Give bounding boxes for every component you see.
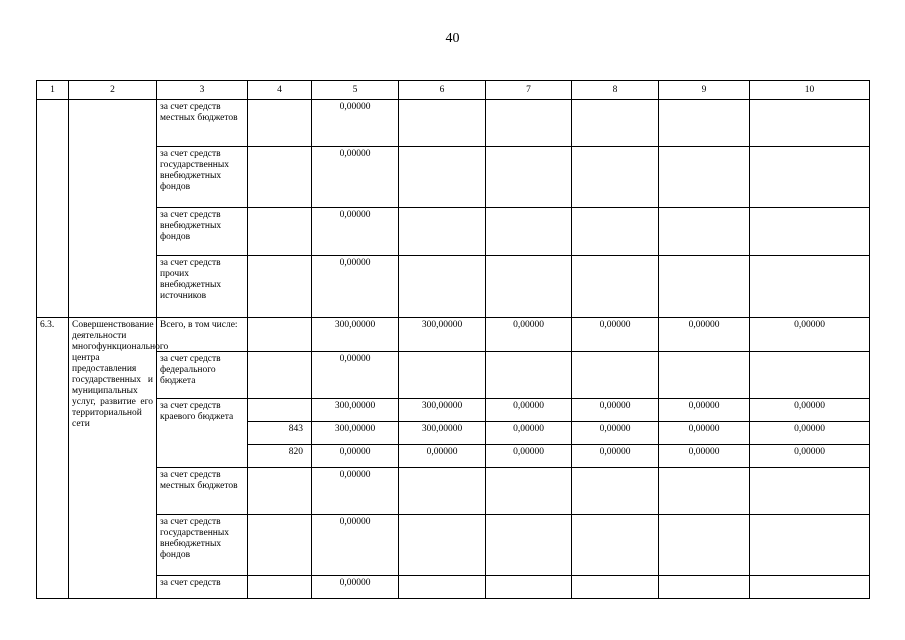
value-cell: 0,00000 <box>312 515 399 576</box>
continuation-number-cell <box>37 100 69 318</box>
code-cell <box>248 468 312 515</box>
header-cell: 7 <box>486 81 572 100</box>
value-cell: 0,00000 <box>659 445 750 468</box>
header-cell: 10 <box>750 81 870 100</box>
section-name: Совершенствование деятельности многофункционального центра предоставления государственных и муниципальных услуг, развитие его территориальной сети <box>69 318 157 599</box>
table-row <box>37 352 870 399</box>
value-cell: 0,00000 <box>659 422 750 445</box>
code-cell <box>248 208 312 256</box>
value-cell: 0,00000 <box>312 147 399 208</box>
value-cell: 0,00000 <box>572 422 659 445</box>
header-cell: 1 <box>37 81 69 100</box>
header-cell: 8 <box>572 81 659 100</box>
code-cell <box>248 576 312 599</box>
header-cell: 4 <box>248 81 312 100</box>
value-cell: 0,00000 <box>659 399 750 422</box>
header-cell: 5 <box>312 81 399 100</box>
header-row <box>37 81 870 100</box>
header-cell: 6 <box>399 81 486 100</box>
funding-source: за счет средств прочих внебюджетных источников <box>157 256 248 318</box>
value-cell: 0,00000 <box>750 445 870 468</box>
header-cell: 9 <box>659 81 750 100</box>
page-number: 40 <box>445 31 460 46</box>
code-cell <box>248 147 312 208</box>
table-row <box>37 318 870 352</box>
value-cell: 300,00000 <box>399 399 486 422</box>
funding-source: за счет средств государственных внебюджетных фондов <box>157 147 248 208</box>
code-cell <box>248 515 312 576</box>
header-cell: 2 <box>69 81 157 100</box>
value-cell: 0,00000 <box>312 445 399 468</box>
funding-source: за счет средств государственных внебюджетных фондов <box>157 515 248 576</box>
table-row <box>37 399 870 422</box>
code-cell <box>248 352 312 399</box>
funding-source: за счет средств федерального бюджета <box>157 352 248 399</box>
value-cell: 0,00000 <box>399 445 486 468</box>
table-row <box>37 208 870 256</box>
code-cell <box>248 100 312 147</box>
table-row <box>37 147 870 208</box>
value-cell: 0,00000 <box>312 256 399 318</box>
value-cell: 0,00000 <box>486 445 572 468</box>
table-row <box>37 256 870 318</box>
value-cell: 300,00000 <box>399 422 486 445</box>
value-cell: 0,00000 <box>486 422 572 445</box>
section-number: 6.3. <box>37 318 69 599</box>
value-cell: 0,00000 <box>750 399 870 422</box>
value-cell: 300,00000 <box>312 399 399 422</box>
value-cell: 0,00000 <box>572 318 659 352</box>
table-row <box>37 576 870 599</box>
code-cell <box>248 256 312 318</box>
budget-table <box>36 80 870 599</box>
funding-source: за счет средств внебюджетных фондов <box>157 208 248 256</box>
table-row <box>37 515 870 576</box>
funding-source: за счет средств краевого бюджета <box>157 399 248 468</box>
continuation-name-cell <box>69 100 157 318</box>
value-cell: 0,00000 <box>572 399 659 422</box>
value-cell: 0,00000 <box>312 208 399 256</box>
funding-source: за счет средств местных бюджетов <box>157 468 248 515</box>
value-cell: 0,00000 <box>312 352 399 399</box>
table-row <box>37 100 870 147</box>
code-cell: 843 <box>248 422 312 445</box>
value-cell: 0,00000 <box>572 445 659 468</box>
value-cell: 300,00000 <box>399 318 486 352</box>
funding-source: за счет средств <box>157 576 248 599</box>
value-cell: 0,00000 <box>312 100 399 147</box>
value-cell: 0,00000 <box>312 468 399 515</box>
funding-source: за счет средств местных бюджетов <box>157 100 248 147</box>
value-cell: 0,00000 <box>750 422 870 445</box>
code-cell <box>248 318 312 352</box>
value-cell: 0,00000 <box>486 318 572 352</box>
code-cell: 820 <box>248 445 312 468</box>
value-cell: 0,00000 <box>750 318 870 352</box>
value-cell: 300,00000 <box>312 422 399 445</box>
value-cell: 0,00000 <box>486 399 572 422</box>
table-row <box>37 468 870 515</box>
header-cell: 3 <box>157 81 248 100</box>
value-cell: 0,00000 <box>312 576 399 599</box>
funding-source: Всего, в том числе: <box>157 318 248 352</box>
code-cell <box>248 399 312 422</box>
value-cell: 300,00000 <box>312 318 399 352</box>
value-cell: 0,00000 <box>659 318 750 352</box>
